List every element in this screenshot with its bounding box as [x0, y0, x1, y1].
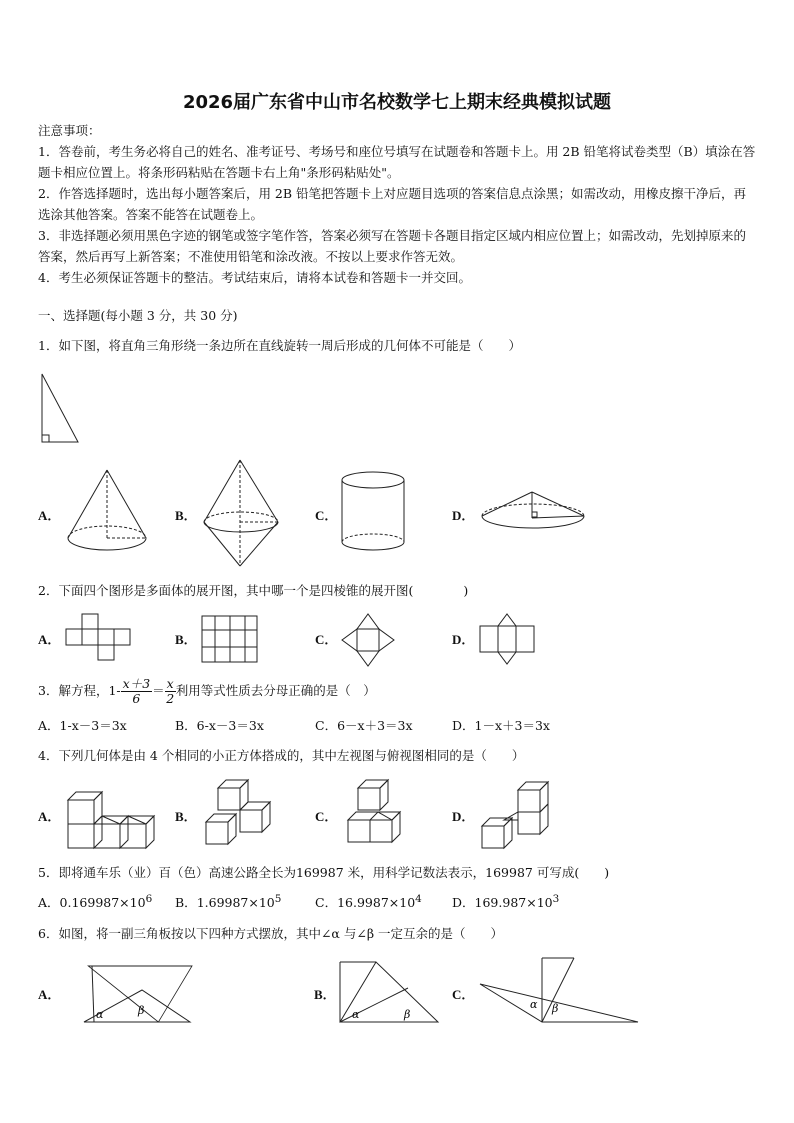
q6-option-b-label: B． — [314, 987, 336, 1002]
q3-prefix: 3．解方程，1- — [38, 683, 121, 698]
double-cone-figure — [200, 458, 282, 570]
q1-option-d-label: D． — [452, 508, 475, 523]
triangular-prism-net-figure — [478, 612, 538, 666]
q3-suffix: 利用等式性质去分母正确的是（ ） — [175, 683, 376, 698]
cube-stack-c-figure — [344, 776, 424, 848]
q4-option-d-label: D． — [452, 809, 475, 824]
cylinder-figure — [340, 470, 408, 554]
notes-item: 3．非选择题必须用黑色字迹的钢笔或签字笔作答，答案必须写在答题卡各题目指定区域内相应位置上；如需改动，先划掉原来的答案，然后再写上新答案；不准使用铅笔和涂改液。不按以上要求作答无效。 — [38, 228, 746, 264]
q3-option-b: B．6-x－3＝3x — [175, 718, 264, 733]
alpha-angle-label: α — [530, 998, 538, 1011]
q5-option-a: A．$0.169987\times 10^6$ — [38, 893, 153, 911]
flat-cone-figure — [480, 490, 588, 534]
q1-option-b-label: B． — [175, 508, 197, 523]
alpha-angle-label: α — [96, 1008, 104, 1021]
q4-option-a-label: A． — [38, 809, 61, 824]
q2-option-b-label: B． — [175, 632, 197, 647]
question-2-text: 2．下面四个图形是多面体的展开图，其中哪一个是四棱锥的展开图( ) — [38, 583, 469, 598]
beta-angle-label: β — [552, 1002, 559, 1015]
set-square-b-figure — [336, 958, 442, 1026]
cube-net-cross-figure — [64, 614, 134, 660]
notes-heading: 注意事项： — [38, 123, 101, 138]
q3-option-d: D．1－x＋3＝3x — [452, 718, 550, 733]
q3-equals: ＝ — [152, 683, 165, 698]
q5-option-c: C．$16.9987\times 10^4$ — [315, 893, 422, 911]
q3-fraction-right: $\frac{x}{2}$ — [166, 676, 175, 706]
cube-stack-d-figure — [480, 780, 560, 852]
q3-fraction-left: $\frac{x+3}{6}$ — [122, 676, 151, 706]
q4-option-c-label: C． — [315, 809, 338, 824]
alpha-angle-label: α — [352, 1008, 360, 1021]
notes-item: 2．作答选择题时，选出每小题答案后，用 2B 铅笔把答题卡上对应题目选项的答案信息点涂黑；如需改动，用橡皮擦干净后，再选涂其他答案。答案不能答在试题卷上。 — [38, 186, 747, 222]
question-3-text — [38, 677, 376, 706]
q5-option-d: D．$169.987\times 10^3$ — [452, 893, 560, 911]
pyramid-net-figure — [340, 612, 396, 668]
question-4-text: 4．下列几何体是由 4 个相同的小正方体搭成的，其中左视图与俯视图相同的是（ ） — [38, 748, 525, 763]
beta-angle-label: β — [138, 1004, 145, 1017]
q1-option-a-label: A． — [38, 508, 61, 523]
notes-item: 4．考生必须保证答题卡的整洁。考试结束后，请将本试卷和答题卡一并交回。 — [38, 270, 471, 285]
q5-option-b: B．$1.69987\times 10^5$ — [175, 893, 282, 911]
prism-net-figure — [200, 614, 260, 664]
notes-block — [38, 120, 758, 288]
right-triangle-figure — [40, 372, 80, 444]
q2-option-c-label: C． — [315, 632, 338, 647]
q2-option-d-label: D． — [452, 632, 475, 647]
q6-option-a-label: A． — [38, 987, 61, 1002]
q3-option-c: C．6－x＋3＝3x — [315, 718, 413, 733]
question-1-text: 1．如下图，将直角三角形绕一条边所在直线旋转一周后形成的几何体不可能是（ ） — [38, 338, 521, 353]
q3-option-a: A．1-x－3＝3x — [38, 718, 127, 733]
cube-stack-a-figure — [66, 786, 166, 852]
question-5-text: 5．即将通车乐（业）百（色）高速公路全长为169987 米，用科学记数法表示，169987 可写成( ) — [38, 865, 610, 880]
q2-option-a-label: A． — [38, 632, 61, 647]
q1-option-c-label: C． — [315, 508, 338, 523]
beta-angle-label: β — [404, 1008, 411, 1021]
q4-option-b-label: B． — [175, 809, 197, 824]
section-heading: 一、选择题(每小题 3 分，共 30 分) — [38, 308, 238, 323]
cone-figure — [62, 468, 152, 554]
question-6-text: 6．如图，将一副三角板按以下四种方式摆放，其中∠α 与∠β 一定互余的是（ ） — [38, 926, 504, 941]
page-title: 2026届广东省中山市名校数学七上期末经典模拟试题 — [182, 92, 612, 113]
cube-stack-b-figure — [202, 778, 282, 850]
q6-option-c-label: C． — [452, 987, 475, 1002]
notes-item: 1．答卷前，考生务必将自己的姓名、准考证号、考场号和座位号填写在试题卷和答题卡上。用 2B 铅笔将试卷类型（B）填涂在答题卡相应位置上。将条形码粘贴在答题卡右上角"条形码粘贴处"。 — [38, 144, 756, 180]
set-square-a-figure — [80, 954, 196, 1026]
set-square-c-figure — [478, 954, 642, 1026]
